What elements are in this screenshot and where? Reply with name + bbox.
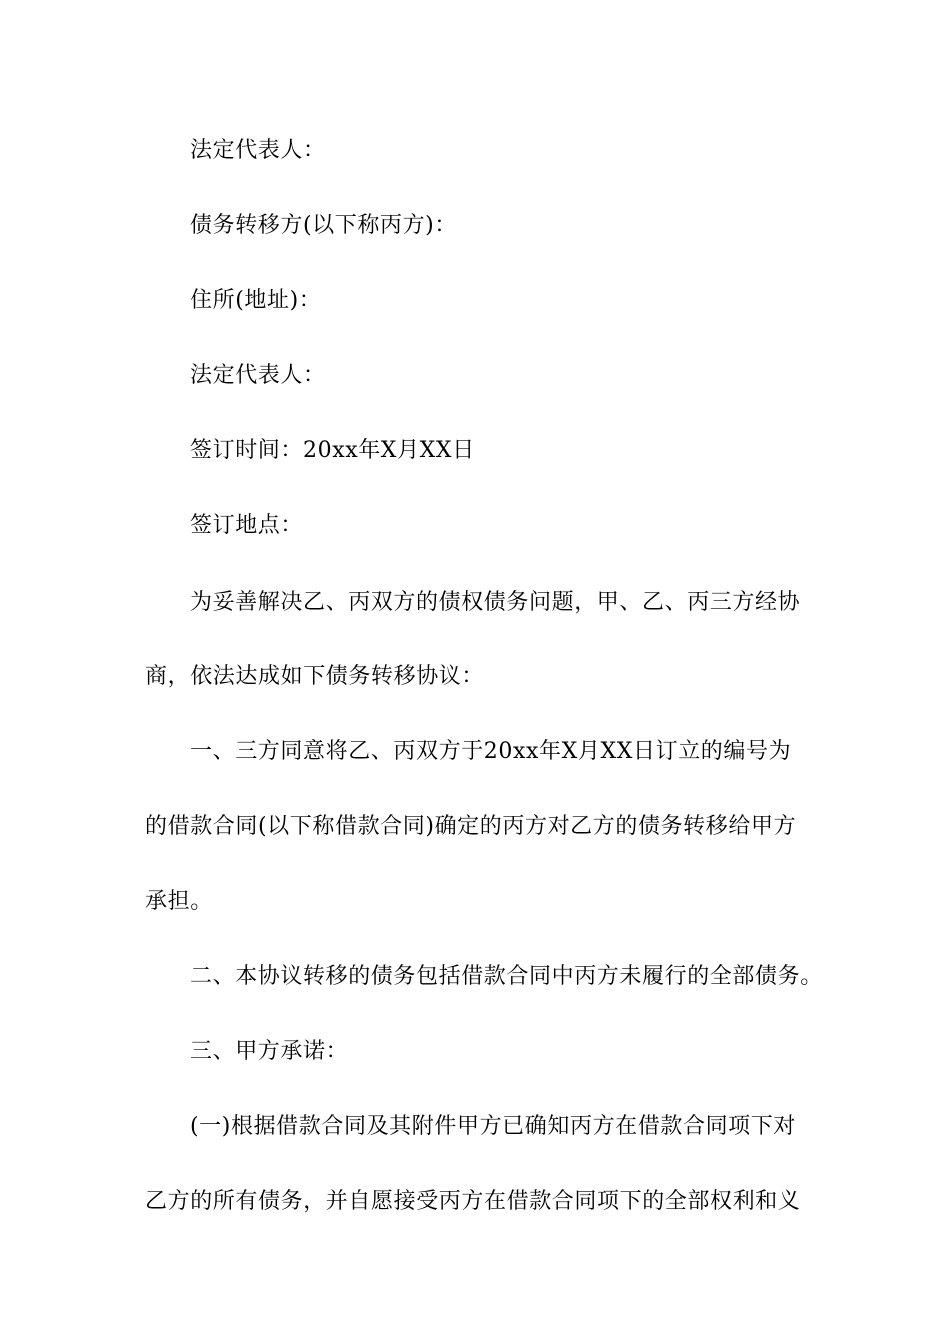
clause-1-line-3: 承担。	[145, 889, 213, 914]
text-line-legal-rep-2: 法定代表人：	[190, 363, 326, 388]
clause-2: 二、本协议转移的债务包括借款合同中丙方未履行的全部债务。	[190, 964, 823, 989]
paragraph-intro-line-1: 为妥善解决乙、丙双方的债权债务问题，甲、乙、丙三方经协	[190, 590, 801, 615]
text-line-signing-time: 签订时间：20xx年X月XX日	[190, 438, 475, 463]
text-line-address: 住所(地址)：	[190, 288, 322, 313]
clause-3-heading: 三、甲方承诺：	[190, 1039, 349, 1064]
clause-3-item-1-line-2: 乙方的所有债务，并自愿接受丙方在借款合同项下的全部权利和义	[145, 1189, 801, 1214]
clause-3-item-1-line-1: (一)根据借款合同及其附件甲方已确知丙方在借款合同项下对	[190, 1114, 796, 1139]
text-line-debt-transferor: 债务转移方(以下称丙方)：	[190, 213, 457, 238]
text-line-legal-rep-1: 法定代表人：	[190, 138, 326, 163]
clause-1-line-2: 的借款合同(以下称借款合同)确定的丙方对乙方的债务转移给甲方	[145, 814, 797, 839]
text-line-signing-place: 签订地点：	[190, 513, 304, 538]
paragraph-intro-line-2: 商，依法达成如下债务转移协议：	[145, 664, 485, 689]
clause-1-line-1: 一、三方同意将乙、丙双方于20xx年X月XX日订立的编号为	[190, 739, 792, 764]
